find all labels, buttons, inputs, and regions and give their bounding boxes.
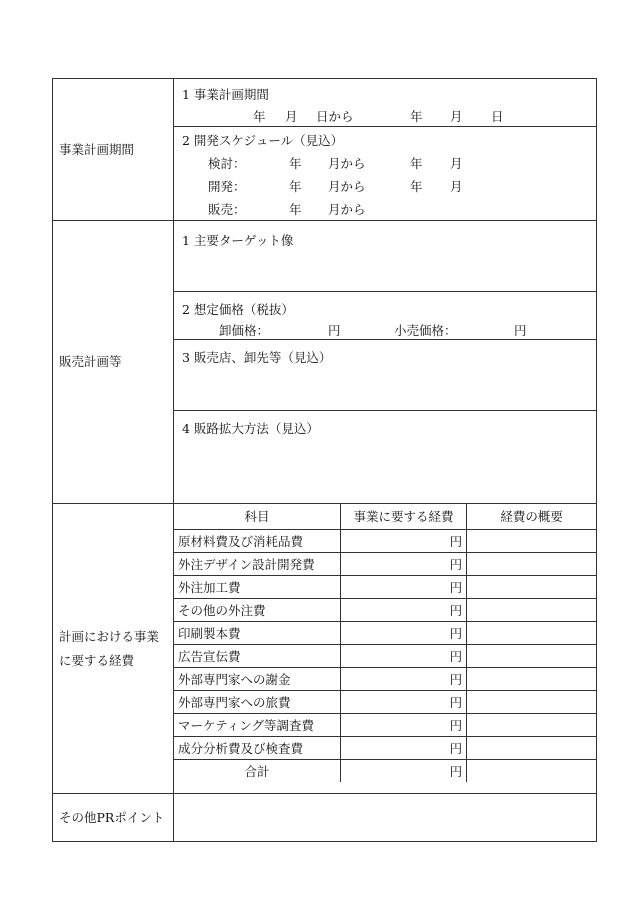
label-line: に要する経費 (59, 653, 135, 668)
header-summary: 経費の概要 (467, 504, 596, 529)
item-title: 2 想定価格（税抜） (182, 302, 294, 317)
expense-summary-cell[interactable] (467, 529, 596, 552)
expense-amount-cell[interactable]: 円 (340, 529, 466, 552)
year-label: 年 (410, 179, 423, 194)
expense-amount-cell[interactable]: 円 (340, 621, 466, 644)
item-period-title (174, 79, 596, 103)
item-title: 1 主要ターゲット像 (182, 233, 294, 248)
schedule-row-sales[interactable] (174, 196, 596, 219)
expense-summary-cell[interactable] (467, 575, 596, 598)
expense-summary-cell[interactable] (467, 621, 596, 644)
expense-amount-cell[interactable]: 円 (340, 713, 466, 736)
schedule-label: 販売： (208, 202, 246, 217)
year-label: 年 (410, 156, 423, 171)
schedule-label: 開発： (208, 179, 246, 194)
retail-yen-label: 円 (514, 323, 527, 338)
table-row (174, 529, 596, 552)
wholesale-yen-label: 円 (328, 323, 341, 338)
expense-item-label: 外注加工費 (174, 575, 340, 598)
month-label: 月 (450, 179, 463, 194)
expense-amount-cell[interactable]: 円 (340, 667, 466, 690)
period-row[interactable] (174, 103, 596, 126)
schedule-row-review[interactable] (174, 150, 596, 173)
section-pr-points (53, 793, 596, 841)
table-header (174, 504, 596, 529)
table-row (174, 575, 596, 598)
month-from-label: 月から (328, 202, 366, 217)
table-row (174, 690, 596, 713)
item-title: 3 販売店、卸先等（見込） (182, 350, 332, 365)
month-label: 月 (450, 156, 463, 171)
expense-summary-cell[interactable] (467, 552, 596, 575)
expense-item-label: 成分分析費及び検査費 (174, 736, 340, 759)
item-schedule (174, 126, 596, 219)
expense-item-label: 外部専門家への旅費 (174, 690, 340, 713)
wholesale-price-label: 卸価格： (219, 323, 270, 338)
table-row (174, 667, 596, 690)
expense-item-label: 外注デザイン設計開発費 (174, 552, 340, 575)
section-expenses (53, 503, 596, 793)
schedule-label: 検討： (208, 156, 246, 171)
expense-item-label: 印刷製本費 (174, 621, 340, 644)
total-label: 合計 (174, 759, 340, 782)
item-target[interactable] (174, 221, 596, 291)
expense-item-label: 原材料費及び消耗品費 (174, 529, 340, 552)
expense-summary-cell[interactable] (467, 736, 596, 759)
expense-amount-cell[interactable]: 円 (340, 644, 466, 667)
item-title: 2 開発スケジュール（見込） (182, 133, 344, 148)
expense-amount-cell[interactable]: 円 (340, 736, 466, 759)
end-month-label: 月 (450, 109, 463, 124)
start-year-label: 年 (253, 109, 266, 124)
item-title: 4 販路拡大方法（見込） (182, 421, 319, 436)
table-row (174, 713, 596, 736)
month-from-label: 月から (328, 179, 366, 194)
start-month-label: 月 (285, 109, 298, 124)
item-price[interactable] (174, 291, 596, 339)
expense-amount-cell[interactable]: 円 (340, 552, 466, 575)
header-amount: 事業に要する経費 (340, 504, 466, 529)
section-label-pr: その他PRポイント (53, 794, 174, 841)
expense-summary-cell[interactable] (467, 667, 596, 690)
expense-item-label: 外部専門家への謝金 (174, 667, 340, 690)
table-row (174, 621, 596, 644)
expense-summary-cell[interactable] (467, 713, 596, 736)
section-label-sales-plan: 販売計画等 (53, 221, 174, 503)
expense-summary-cell[interactable] (467, 644, 596, 667)
label-line: 計画における事業 (59, 629, 160, 644)
item-retailers[interactable] (174, 339, 596, 410)
expense-amount-cell[interactable]: 円 (340, 598, 466, 621)
item-expansion[interactable] (174, 410, 596, 503)
pr-points-field[interactable] (174, 794, 596, 841)
year-label: 年 (289, 202, 302, 217)
section-label-expenses (53, 504, 174, 793)
table-row (174, 644, 596, 667)
end-year-label: 年 (410, 109, 423, 124)
header-item: 科目 (174, 504, 340, 529)
table-row (174, 598, 596, 621)
month-from-label: 月から (328, 156, 366, 171)
section-label-project-period: 事業計画期間 (53, 79, 174, 220)
application-form (52, 78, 597, 842)
expense-item-label: マーケティング等調査費 (174, 713, 340, 736)
total-summary-cell[interactable] (467, 759, 596, 782)
retail-price-label: 小売価格： (394, 323, 457, 338)
total-amount-cell[interactable]: 円 (340, 759, 466, 782)
end-day-label: 日 (491, 109, 504, 124)
table-row (174, 552, 596, 575)
year-label: 年 (289, 179, 302, 194)
total-row (174, 759, 596, 782)
section-sales-plan (53, 220, 596, 503)
expense-summary-cell[interactable] (467, 598, 596, 621)
year-label: 年 (289, 156, 302, 171)
schedule-row-development[interactable] (174, 173, 596, 196)
expense-item-label: その他の外注費 (174, 598, 340, 621)
item-title: 1 事業計画期間 (182, 87, 269, 102)
table-row (174, 736, 596, 759)
expense-amount-cell[interactable]: 円 (340, 690, 466, 713)
expense-item-label: 広告宣伝費 (174, 644, 340, 667)
expense-table (174, 504, 596, 782)
start-day-label: 日から (316, 109, 354, 124)
expense-amount-cell[interactable]: 円 (340, 575, 466, 598)
expense-summary-cell[interactable] (467, 690, 596, 713)
section-project-period (53, 79, 596, 220)
